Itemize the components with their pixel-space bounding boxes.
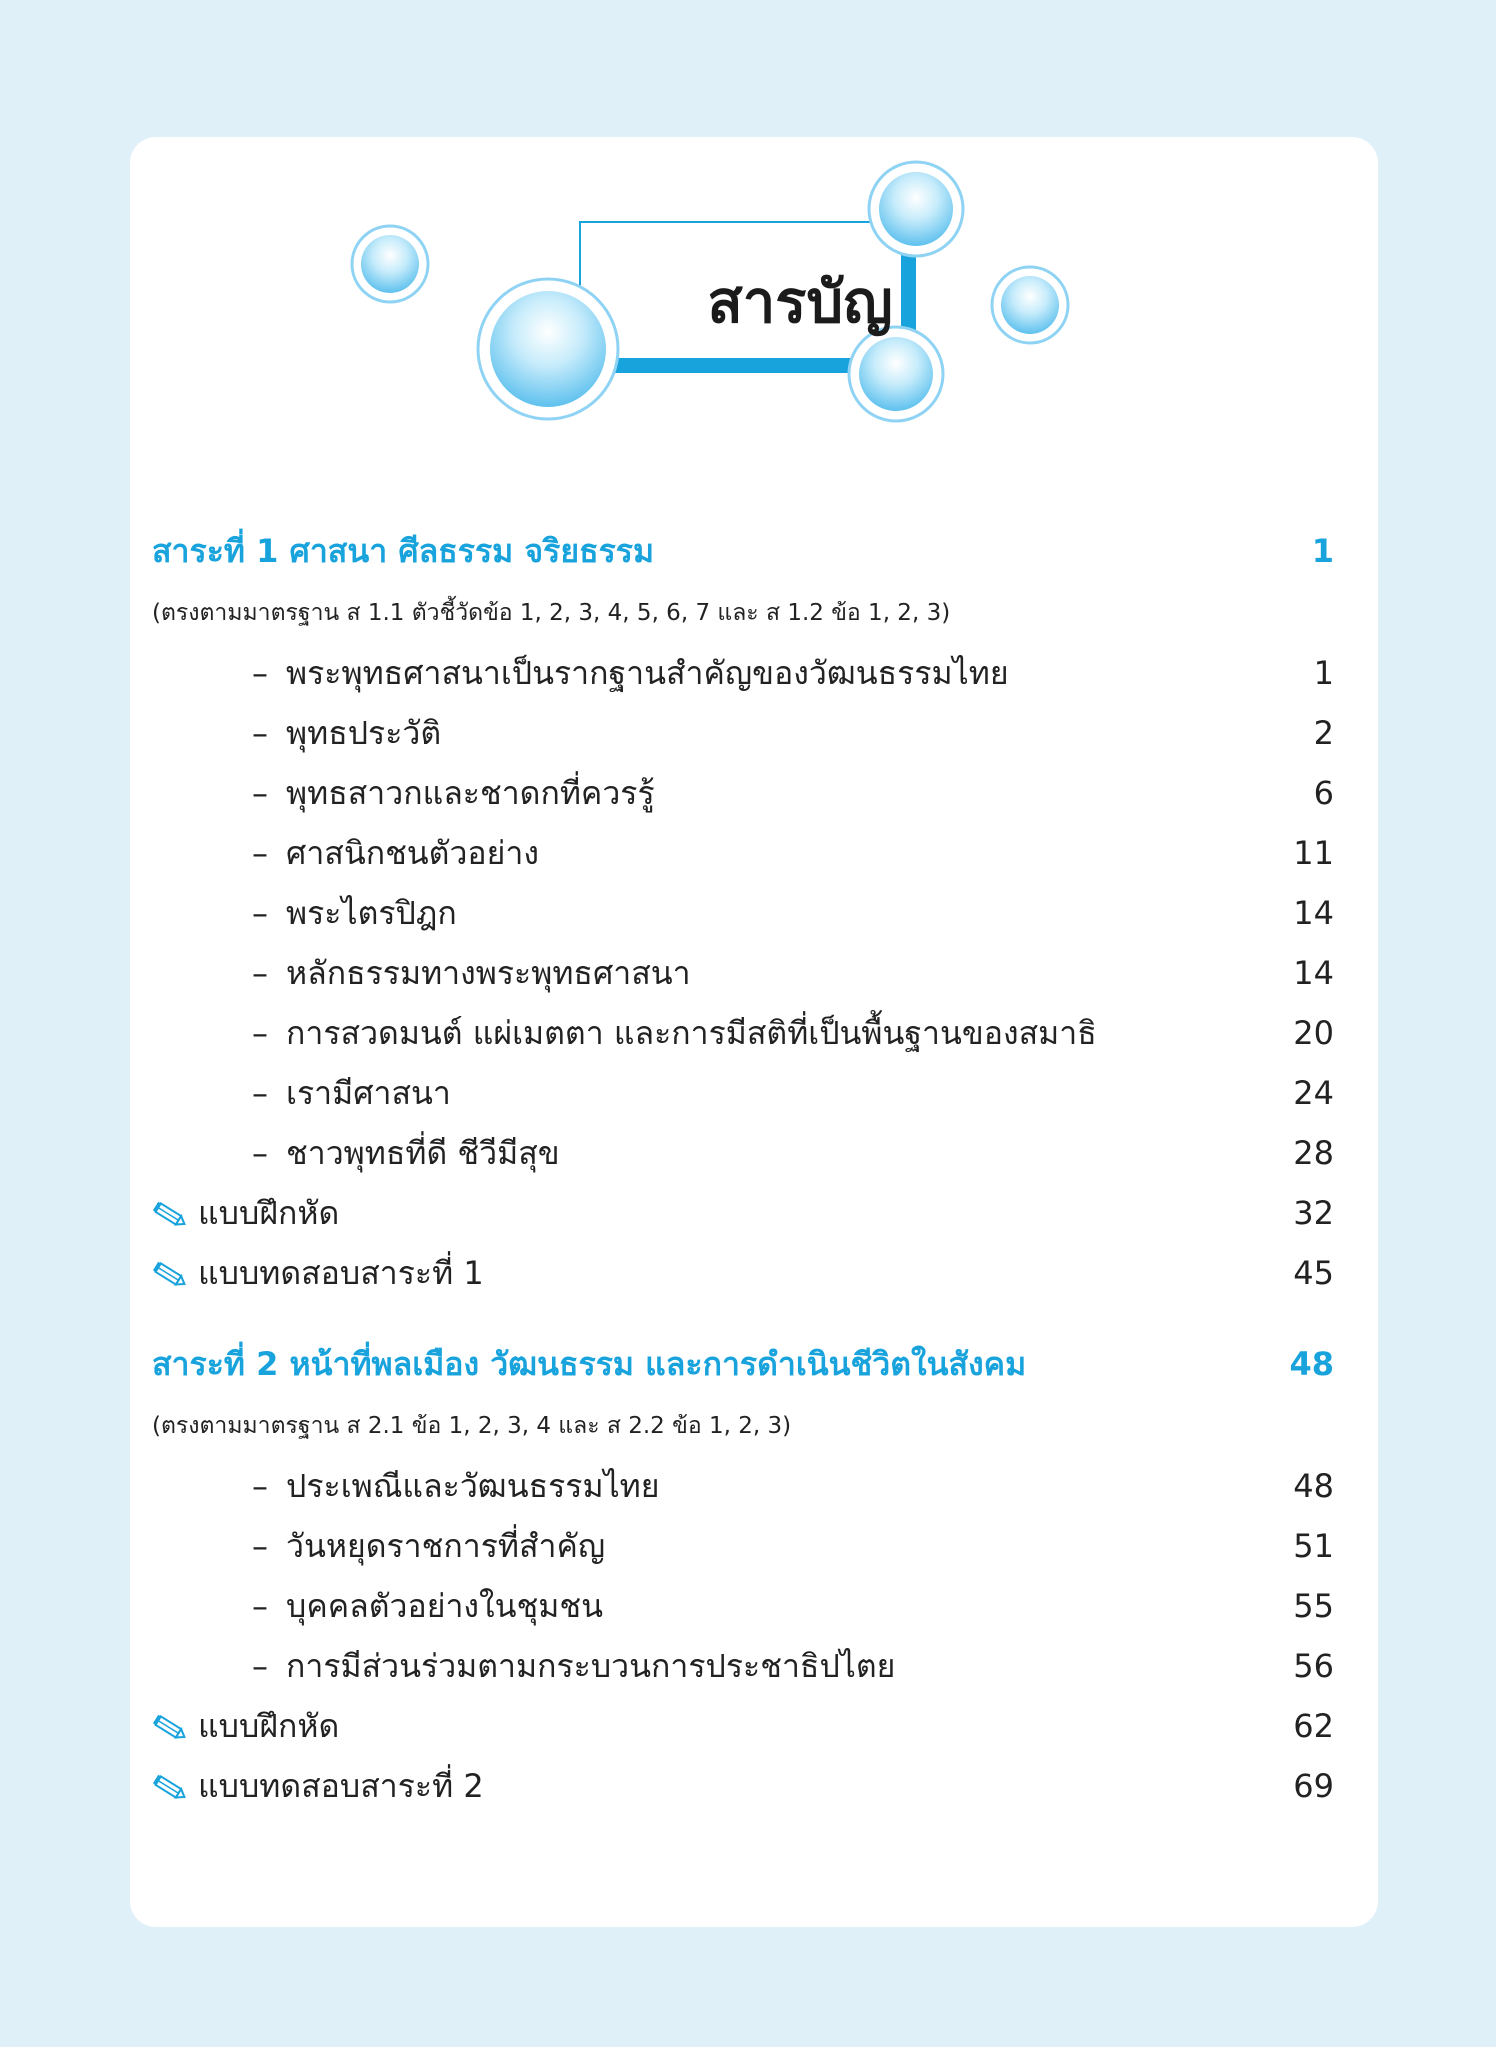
standard-note bbox=[152, 583, 1334, 643]
page-number: 32 bbox=[1293, 1194, 1334, 1232]
exercise-item[interactable] bbox=[152, 1696, 1334, 1756]
page-number: 62 bbox=[1293, 1707, 1334, 1745]
page-number: 48 bbox=[1289, 1345, 1334, 1383]
toc-item[interactable]: – ประเพณีและวัฒนธรรมไทย 48 bbox=[252, 1466, 1334, 1505]
page-number: 48 bbox=[1293, 1467, 1334, 1505]
exercise-label: แบบทดสอบสาระที่ 2 bbox=[198, 1766, 484, 1805]
item-label: ชาวพุทธที่ดี ชีวีมีสุข bbox=[286, 1133, 560, 1172]
pencil-icon bbox=[152, 1713, 198, 1743]
page-number: 24 bbox=[1293, 1074, 1334, 1112]
page-number: 1 bbox=[1313, 654, 1334, 692]
page-number: 6 bbox=[1313, 774, 1334, 812]
exercise-label: แบบฝึกหัด bbox=[198, 1706, 340, 1745]
exercise-label: แบบฝึกหัด bbox=[198, 1193, 340, 1232]
toc-item[interactable]: – บุคคลตัวอย่างในชุมชน 55 bbox=[252, 1586, 1334, 1625]
item-label: วันหยุดราชการที่สำคัญ bbox=[286, 1526, 606, 1565]
page-number: 11 bbox=[1293, 834, 1334, 872]
exercise-item[interactable] bbox=[152, 1183, 1334, 1243]
toc-item[interactable]: – พระไตรปิฎก 14 bbox=[252, 893, 1334, 932]
item-label: พระไตรปิฎก bbox=[286, 893, 457, 932]
page-number: 1 bbox=[1311, 532, 1334, 570]
toc-item[interactable]: – พุทธประวัติ 2 bbox=[252, 713, 1334, 752]
item-label: เรามีศาสนา bbox=[286, 1073, 451, 1112]
item-label: การสวดมนต์ แผ่เมตตา และการมีสติที่เป็นพื้นฐานของสมาธิ bbox=[286, 1013, 1097, 1052]
page-number: 20 bbox=[1293, 1014, 1334, 1052]
exercise-item[interactable] bbox=[152, 1756, 1334, 1816]
pencil-icon bbox=[152, 1200, 198, 1230]
bubble-icon bbox=[992, 267, 1068, 343]
toc-item[interactable]: – เรามีศาสนา 24 bbox=[252, 1073, 1334, 1112]
note-text: (ตรงตามมาตรฐาน ส 1.1 ตัวชี้วัดข้อ 1, 2, 3, 4, 5, 6, 7 และ ส 1.2 ข้อ 1, 2, 3) bbox=[152, 600, 951, 626]
section-heading[interactable] bbox=[152, 521, 1334, 581]
toc-item[interactable]: – การสวดมนต์ แผ่เมตตา และการมีสติที่เป็นพื้นฐานของสมาธิ 20 bbox=[252, 1013, 1334, 1052]
item-label: พระพุทธศาสนาเป็นรากฐานสำคัญของวัฒนธรรมไทย bbox=[286, 653, 1009, 692]
section-title: สาระที่ 1 ศาสนา ศีลธรรม จริยธรรม bbox=[152, 531, 655, 570]
toc-item[interactable]: – พระพุทธศาสนาเป็นรากฐานสำคัญของวัฒนธรรมไทย 1 bbox=[252, 653, 1334, 692]
toc-item[interactable]: – การมีส่วนร่วมตามกระบวนการประชาธิปไตย 56 bbox=[252, 1646, 1334, 1685]
exercise-label: แบบทดสอบสาระที่ 1 bbox=[198, 1253, 484, 1292]
toc-item[interactable]: – พุทธสาวกและชาดกที่ควรรู้ 6 bbox=[252, 773, 1334, 812]
item-label: บุคคลตัวอย่างในชุมชน bbox=[286, 1586, 603, 1625]
page-number: 45 bbox=[1293, 1254, 1334, 1292]
bubble-icon bbox=[869, 162, 963, 256]
item-label: พุทธสาวกและชาดกที่ควรรู้ bbox=[286, 773, 655, 812]
item-label: พุทธประวัติ bbox=[286, 713, 442, 752]
pencil-icon bbox=[152, 1773, 198, 1803]
page-title: สารบัญ bbox=[707, 268, 893, 336]
toc-item[interactable]: – หลักธรรมทางพระพุทธศาสนา 14 bbox=[252, 953, 1334, 992]
toc-item[interactable]: – วันหยุดราชการที่สำคัญ 51 bbox=[252, 1526, 1334, 1565]
section-heading[interactable] bbox=[152, 1334, 1334, 1394]
toc-item[interactable]: – ชาวพุทธที่ดี ชีวีมีสุข 28 bbox=[252, 1133, 1334, 1172]
item-label: ศาสนิกชนตัวอย่าง bbox=[286, 833, 539, 872]
page-number: 69 bbox=[1293, 1767, 1334, 1805]
item-label: การมีส่วนร่วมตามกระบวนการประชาธิปไตย bbox=[286, 1646, 896, 1685]
bubble-icon bbox=[478, 279, 618, 419]
page-number: 28 bbox=[1293, 1134, 1334, 1172]
bubble-icon bbox=[352, 226, 428, 302]
page-number: 14 bbox=[1293, 954, 1334, 992]
pencil-icon bbox=[152, 1260, 198, 1290]
item-label: หลักธรรมทางพระพุทธศาสนา bbox=[286, 953, 691, 992]
note-text: (ตรงตามมาตรฐาน ส 2.1 ข้อ 1, 2, 3, 4 และ ส 2.2 ข้อ 1, 2, 3) bbox=[152, 1413, 792, 1439]
standard-note bbox=[152, 1396, 1334, 1456]
page-number: 2 bbox=[1313, 714, 1334, 752]
toc-item[interactable]: – ศาสนิกชนตัวอย่าง 11 bbox=[252, 833, 1334, 872]
page-number: 56 bbox=[1293, 1647, 1334, 1685]
page-card bbox=[130, 137, 1378, 1927]
page-number: 51 bbox=[1293, 1527, 1334, 1565]
exercise-item[interactable] bbox=[152, 1243, 1334, 1303]
section-title: สาระที่ 2 หน้าที่พลเมือง วัฒนธรรม และการดำเนินชีวิตในสังคม bbox=[152, 1344, 1027, 1383]
item-label: ประเพณีและวัฒนธรรมไทย bbox=[286, 1466, 660, 1505]
page-number: 14 bbox=[1293, 894, 1334, 932]
page-number: 55 bbox=[1293, 1587, 1334, 1625]
